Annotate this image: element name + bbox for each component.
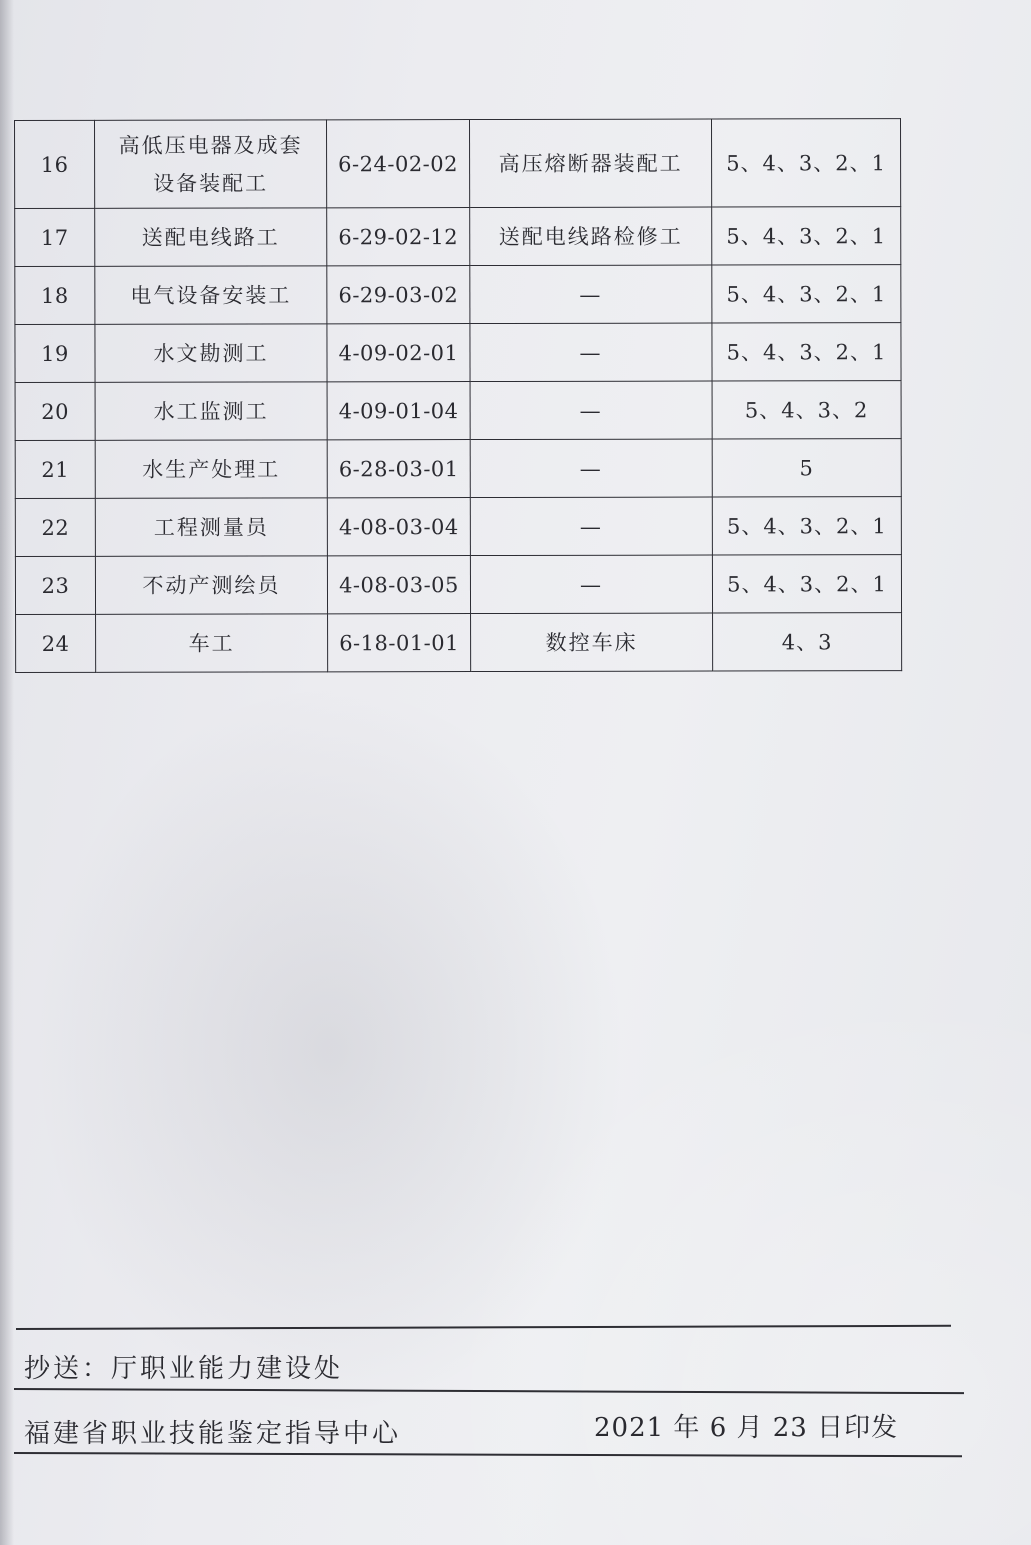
occupation-levels: 5、4、3、2、1 — [712, 207, 901, 265]
occupation-levels: 5 — [712, 439, 901, 497]
occupation-name — [95, 120, 327, 208]
page-edge-shadow — [0, 0, 14, 1545]
occupation-code: 6-24-02-02 — [327, 120, 470, 208]
occupation-levels: 5、4、3、2、1 — [712, 555, 901, 613]
occupation-direction: 送配电线路检修工 — [470, 207, 712, 266]
occupation-code: 4-09-01-04 — [327, 382, 470, 440]
table-row — [15, 497, 901, 557]
occupation-levels: 5、4、3、2、1 — [711, 119, 900, 207]
row-index: 18 — [15, 266, 95, 324]
occupation-name: 水工监测工 — [95, 382, 327, 440]
table-row — [15, 381, 901, 441]
row-index: 17 — [15, 208, 95, 266]
occupation-direction: 数控车床 — [471, 613, 713, 672]
occupation-levels: 5、4、3、2、1 — [712, 323, 901, 381]
occupation-name: 工程测量员 — [95, 498, 327, 556]
issue-date: 2021 年 6 月 23 日印发 — [594, 1413, 899, 1443]
row-index: 22 — [15, 498, 95, 556]
footer-top-rule — [16, 1325, 951, 1330]
occupation-code: 4-09-02-01 — [327, 324, 470, 382]
occupation-name-line1: 高低压电器及成套 — [118, 132, 303, 158]
occupation-direction: — — [470, 381, 712, 440]
occupation-code: 6-28-03-01 — [327, 440, 470, 498]
row-index: 24 — [16, 614, 96, 672]
table-row — [15, 119, 901, 209]
table-row — [15, 555, 901, 615]
occupation-table — [14, 118, 902, 673]
cc-line: 抄送：厅职业能力建设处 — [24, 1354, 344, 1384]
footer-bottom-rule — [14, 1452, 962, 1457]
occupation-name: 送配电线路工 — [95, 208, 327, 266]
row-index: 23 — [15, 556, 95, 614]
row-index: 16 — [15, 120, 95, 208]
occupation-direction: — — [470, 439, 712, 498]
occupation-name-line2: 设备装配工 — [153, 170, 269, 196]
table-row — [16, 613, 902, 673]
occupation-direction: — — [470, 555, 712, 614]
table-row — [15, 323, 901, 383]
occupation-direction: 高压熔断器装配工 — [470, 119, 712, 208]
row-index: 20 — [15, 382, 95, 440]
occupation-levels: 5、4、3、2 — [712, 381, 901, 439]
occupation-direction: — — [470, 497, 712, 556]
occupation-name: 水文勘测工 — [95, 324, 327, 382]
occupation-levels: 5、4、3、2、1 — [712, 265, 901, 323]
occupation-name: 车工 — [96, 614, 328, 672]
occupation-name: 不动产测绘员 — [95, 556, 327, 614]
occupation-code: 4-08-03-04 — [327, 498, 470, 556]
occupation-direction: — — [470, 265, 712, 324]
occupation-levels: 5、4、3、2、1 — [712, 497, 901, 555]
occupation-code: 6-29-03-02 — [327, 266, 470, 324]
issuing-organization: 福建省职业技能鉴定指导中心 — [24, 1419, 402, 1449]
occupation-code: 6-18-01-01 — [328, 614, 471, 672]
occupation-levels: 4、3 — [713, 613, 902, 671]
footer-middle-rule — [14, 1388, 964, 1394]
occupation-code: 6-29-02-12 — [327, 208, 470, 266]
table-row — [15, 265, 901, 325]
row-index: 19 — [15, 324, 95, 382]
occupation-direction: — — [470, 323, 712, 382]
table-row — [15, 207, 901, 267]
occupation-name: 电气设备安装工 — [95, 266, 327, 324]
table-row — [15, 439, 901, 499]
row-index: 21 — [15, 440, 95, 498]
occupation-code: 4-08-03-05 — [327, 556, 470, 614]
occupation-name: 水生产处理工 — [95, 440, 327, 498]
